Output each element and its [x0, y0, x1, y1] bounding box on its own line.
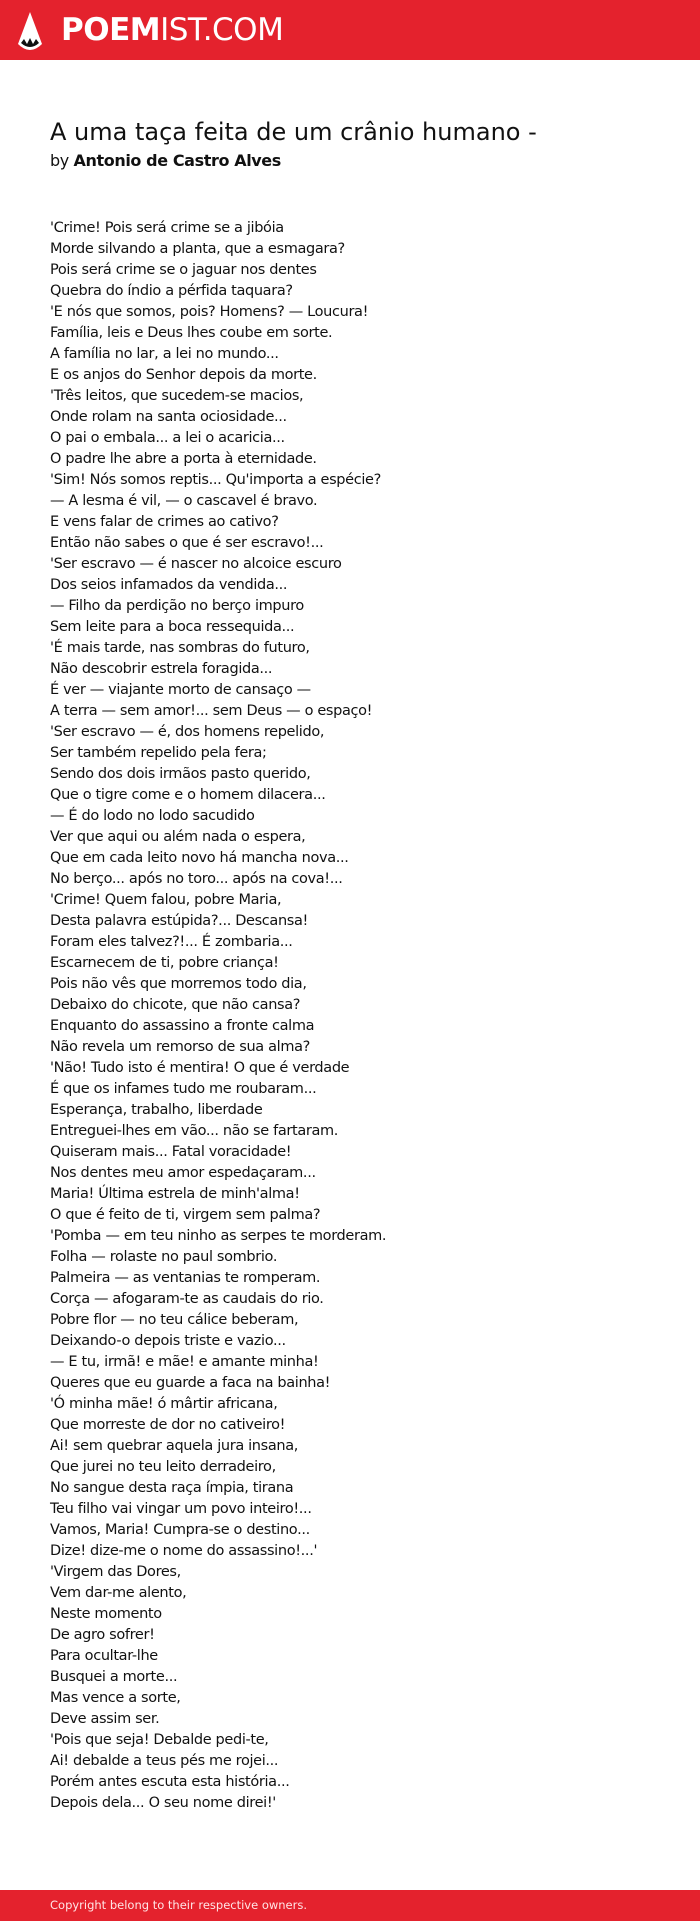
- poem-line: No sangue desta raça ímpia, tirana: [50, 1480, 294, 1496]
- poem-line: — Filho da perdição no berço impuro: [50, 598, 304, 614]
- poem-line: Escarnecem de ti, pobre criança!: [50, 955, 279, 971]
- copyright-text: Copyright belong to their respective owners.: [50, 1898, 308, 1912]
- poem-line: Pois não vês que morremos todo dia,: [50, 976, 307, 992]
- site-logo[interactable]: [61, 11, 283, 49]
- poem-line: Porém antes escuta esta história...: [50, 1774, 290, 1790]
- poem-line: Debaixo do chicote, que não cansa?: [50, 997, 301, 1013]
- poem-line: Quiseram mais... Fatal voracidade!: [50, 1144, 292, 1160]
- poem-line: Busquei a morte...: [50, 1669, 178, 1685]
- poem-line: Foram eles talvez?!... É zombaria...: [50, 934, 293, 950]
- poem-line: Ser também repelido pela fera;: [50, 745, 267, 761]
- poem-line: Teu filho vai vingar um povo inteiro!...: [50, 1501, 312, 1517]
- poem-line: Ai! sem quebrar aquela jura insana,: [50, 1438, 299, 1454]
- poem-line: E os anjos do Senhor depois da morte.: [50, 367, 317, 383]
- poem-line: Deixando-o depois triste e vazio...: [50, 1333, 286, 1349]
- poem-line: 'Ó minha mãe! ó mârtir africana,: [50, 1396, 278, 1412]
- poem-line: Corça — afogaram-te as caudais do rio.: [50, 1291, 324, 1307]
- poem-line: Vem dar-me alento,: [50, 1585, 187, 1601]
- byline-prefix: by: [50, 151, 74, 170]
- poem-line: — É do lodo no lodo sacudido: [50, 808, 255, 824]
- site-footer: [0, 1890, 700, 1921]
- poem-line: Neste momento: [50, 1606, 162, 1622]
- poem-line: É que os infames tudo me roubaram...: [50, 1081, 317, 1097]
- poem-line: 'Não! Tudo isto é mentira! O que é verdade: [50, 1060, 350, 1076]
- poem-line: Nos dentes meu amor espedaçaram...: [50, 1165, 316, 1181]
- poem-line: Maria! Última estrela de minh'alma!: [50, 1186, 300, 1202]
- poem-line: Sem leite para a boca ressequida...: [50, 619, 295, 635]
- author-name[interactable]: Antonio de Castro Alves: [73, 151, 281, 170]
- poem-line: 'Crime! Quem falou, pobre Maria,: [50, 892, 282, 908]
- poem-line: Família, leis e Deus lhes coube em sorte.: [50, 325, 333, 341]
- poem-line: O padre lhe abre a porta à eternidade.: [50, 451, 317, 467]
- quill-nib-icon[interactable]: [17, 11, 43, 53]
- poem-line: Dos seios infamados da vendida...: [50, 577, 288, 593]
- poem-line: Ai! debalde a teus pés me rojei...: [50, 1753, 279, 1769]
- poem-line: 'Crime! Pois será crime se a jibóia: [50, 220, 284, 236]
- poem-line: Queres que eu guarde a faca na bainha!: [50, 1375, 331, 1391]
- poem-line: Desta palavra estúpida?... Descansa!: [50, 913, 309, 929]
- poem-line: Folha — rolaste no paul sombrio.: [50, 1249, 278, 1265]
- poem-line: 'Pomba — em teu ninho as serpes te morderam.: [50, 1228, 387, 1244]
- poem-line: E vens falar de crimes ao cativo?: [50, 514, 279, 530]
- poem-line: Entreguei-lhes em vão... não se fartaram.: [50, 1123, 339, 1139]
- poem-line: — E tu, irmã! e mãe! e amante minha!: [50, 1354, 319, 1370]
- poem-line: No berço... após no toro... após na cova!...: [50, 871, 343, 887]
- poem-heading: [50, 116, 660, 172]
- poem-line: O que é feito de ti, virgem sem palma?: [50, 1207, 321, 1223]
- poem-line: 'Pois que seja! Debalde pedi-te,: [50, 1732, 269, 1748]
- poem-line: Sendo dos dois irmãos pasto querido,: [50, 766, 311, 782]
- poem-line: Esperança, trabalho, liberdade: [50, 1102, 263, 1118]
- poem-line: Dize! dize-me o nome do assassino!...': [50, 1543, 318, 1559]
- poem-line: — A lesma é vil, — o cascavel é bravo.: [50, 493, 318, 509]
- poem-line: Não revela um remorso de sua alma?: [50, 1039, 310, 1055]
- poem-line: 'Ser escravo — é nascer no alcoice escuro: [50, 556, 342, 572]
- byline: [50, 150, 660, 172]
- poem-title: A uma taça feita de um crânio humano -: [50, 118, 537, 146]
- poem-line: Para ocultar-lhe: [50, 1648, 158, 1664]
- poem-body: [50, 218, 660, 1814]
- poem-line: Pois será crime se o jaguar nos dentes: [50, 262, 317, 278]
- poem-line: 'E nós que somos, pois? Homens? — Loucura!: [50, 304, 369, 320]
- poem-line: Que em cada leito novo há mancha nova...: [50, 850, 349, 866]
- poem-line: É ver — viajante morto de cansaço —: [50, 682, 311, 698]
- poem-line: 'É mais tarde, nas sombras do futuro,: [50, 640, 310, 656]
- poem-line: Deve assim ser.: [50, 1711, 160, 1727]
- poem-line: Depois dela... O seu nome direi!': [50, 1795, 276, 1811]
- poem-line: 'Ser escravo — é, dos homens repelido,: [50, 724, 325, 740]
- poem-line: Quebra do índio a pérfida taquara?: [50, 283, 293, 299]
- poem-line: Palmeira — as ventanias te romperam.: [50, 1270, 321, 1286]
- poem-line: Enquanto do assassino a fronte calma: [50, 1018, 315, 1034]
- poem-line: Ver que aqui ou além nada o espera,: [50, 829, 306, 845]
- poem-line: Pobre flor — no teu cálice beberam,: [50, 1312, 299, 1328]
- poem-line: 'Três leitos, que sucedem-se macios,: [50, 388, 304, 404]
- poem-line: O pai o embala... a lei o acaricia...: [50, 430, 285, 446]
- logo-light-text: IST.COM: [160, 12, 284, 48]
- logo-bold-text: POEM: [61, 12, 161, 48]
- poem-line: Não descobrir estrela foragida...: [50, 661, 273, 677]
- poem-line: Que o tigre come e o homem dilacera...: [50, 787, 326, 803]
- poem-line: Morde silvando a planta, que a esmagara?: [50, 241, 345, 257]
- poem-line: Onde rolam na santa ociosidade...: [50, 409, 287, 425]
- poem-line: A terra — sem amor!... sem Deus — o espaço!: [50, 703, 373, 719]
- site-header: [0, 0, 700, 60]
- poem-line: Que jurei no teu leito derradeiro,: [50, 1459, 276, 1475]
- poem-line: Vamos, Maria! Cumpra-se o destino...: [50, 1522, 310, 1538]
- poem-line: Então não sabes o que é ser escravo!...: [50, 535, 324, 551]
- poem-line: De agro sofrer!: [50, 1627, 155, 1643]
- poem-line: 'Sim! Nós somos reptis... Qu'importa a espécie?: [50, 472, 381, 488]
- poem-line: A família no lar, a lei no mundo...: [50, 346, 279, 362]
- poem-line: Mas vence a sorte,: [50, 1690, 181, 1706]
- poem-line: Que morreste de dor no cativeiro!: [50, 1417, 286, 1433]
- poem-line: 'Virgem das Dores,: [50, 1564, 181, 1580]
